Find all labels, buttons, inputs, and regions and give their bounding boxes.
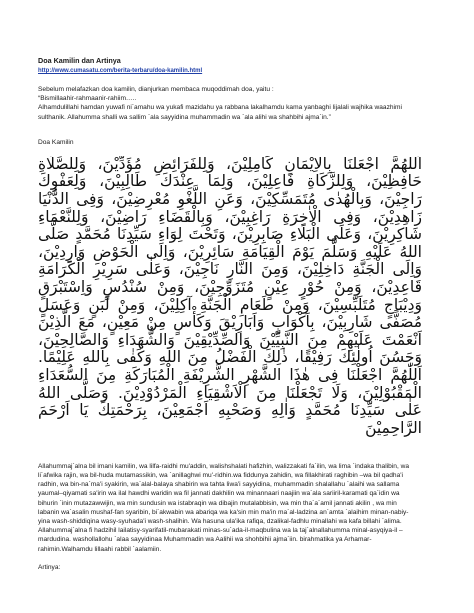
transliteration-text: Allahummaj`alna bil imani kamilin, wa lilfa-raidhi mu'addin, walishshalati hafizhin, walizzakati fa`ilin, wa lima `indaka thalibin, wa li`afwika rajin, wa bil-huda mutamassikin, wa `anillaghwi mu'-ridhin.wa fiddunya zahidin, wa fillakhirati raghibin –wa bil qadha'i radhin, wa bin-na`ma'i syakirin, wa`alal-balaya shabirin wa tahta liwa'i sayyidina, muhammadin shalallahu `alaihi wa sallama yaumal–qiyamati sa'irin wa ilal hawdhi waridin wa fil jannati dakhilin wa minannaari naajiin wa`ala sariiril-karamati qa`idin wa bihurin `inin mutazawwijin, wa min sundusin wa istabraqin wa dibajin mutalabbisin, wa min tha`a`amil jannati akilin , wa min labanin wa`asalin mushaf-fan syaribin, bi`akwabin wa abariqa wa ka'sin min ma'in ma`al-ladzina an`amta `alaihim minan-nabiy-yina wash-shiddiqina wasy-syuhada'i wash-shalihin. Wa hasuna ula'ika rafiqa, dzalikal-fadhlu minallahi wa kafa billahi `alima. Allahummaj`alna fi hadzihil lailatisy-syarifatil-mubarakati minas-su`ada-il-maqbulina wa la taj`alnallahumma minal-asyqiya-il –mardudina. washollallohu `alaa sayyidinaa Muhammadin wa Aalihii wa shohbihii ajma`iin. birahmatika ya Arhamar-rahimin.Walhamdu lillaahi rabbil `aalamiin. [38, 462, 410, 553]
intro-block [38, 85, 416, 122]
section-heading: Doa Kamilin [38, 138, 74, 146]
artinya-label: Artinya: [38, 563, 61, 571]
document-title: Doa Kamilin dan Artinya [38, 56, 121, 65]
intro-line: Alhamdulillahi hamdan yuwafi ni`amahu wa yukafi mazidahu ya rabbana lakalhamdu kama yanbaghi lijalali wajhika waazhimi sulthanik. Allahumma shalli wa sallim `ala sayyidina muhammadin wa `ala alihi wa shahbihi ajma`in.” [38, 104, 402, 121]
intro-line: “Bismillaahir-rahmaanir-rahiim….. [38, 95, 137, 103]
source-link[interactable]: http://www.cumasatu.com/berita-terbaru/doa-kamilin.html [38, 68, 203, 74]
arabic-prayer-text: اَللّٰهُمَّ اجْعَلْنَا بِالْاِيْمَانِ كَامِلِيْنَ، وَلِلْفَرَائِضِ مُؤَدِّيْنَ، وَلِلصَّلَاةِ حَافِظِيْنَ، وَلِلزَّكَاةِ فَاعِلِيْنَ، وَلِمَا عِنْدَكَ طَالِبِيْنَ، وَلِعَفْوِكَ رَاجِيْنَ، وَبِالْهُدٰى مُتَمَسِّكِيْنَ، وَعَنِ اللَّغْوِ مُعْرِضِيْنَ، وَفِى الدُّنْيَا زَاهِدِيْنَ، وَفِى الْاٰخِرَةِ رَاغِبِيْنَ، وَبِالْقَضَاءِ رَاضِيْنَ، وَلِلنَّعْمَاءِ شَاكِرِيْنَ، وَعَلَى الْبَلَاءِ صَابِرِيْنَ، وَتَحْتَ لِوَاءِ سَيِّدِنَا مُحَمَّدٍ صَلَّى اللهُ عَلَيْهِ وَسَلَّمَ يَوْمَ الْقِيَامَةِ سَائِرِيْنَ، وَاِلَى الْحَوْضِ وَارِدِيْنَ، وَاِلَى الْجَنَّةِ دَاخِلِيْنَ، وَمِنَ النَّارِ نَاجِيْنَ، وَعَلٰى سَرِيْرِ الْكَرَامَةِ قَاعِدِيْنَ، وَمِنْ حُوْرٍ عِيْنٍ مُتَزَوِّجِيْنَ، وَمِنْ سُنْدُسٍ وَاِسْتَبْرَقٍ وَدِيْبَاجٍ مُتَلَبِّسِيْنَ، وَمِنْ طَعَامِ الْجَنَّةِ آكِلِيْنَ، وَمِنْ لَبَنٍ وَعَسَلٍ مُصَفًّى شَارِبِيْنَ، بِاَكْوَابٍ وَاَبَارِيْقَ وَكَأْسٍ مِنْ مَعِيْنٍ، مَعَ الَّذِيْنَ اَنْعَمْتَ عَلَيْهِمْ مِنَ النَّبِيِّيْنَ وَالصِّدِّيْقِيْنَ وَالشُّهَدَاءِ وَالصَّالِحِيْنَ، وَحَسُنَ اُولٰئِكَ رَفِيْقًا، ذٰلِكَ الْفَضْلُ مِنَ اللهِ وَكَفٰى بِاللهِ عَلِيْمًا. اَللّٰهُمَّ اجْعَلْنَا فِى هٰذَا الشَّهْرِ الشَّرِيْفَةِ الْمُبَارَكَةِ مِنَ السُّعَدَاءِ الْمَقْبُوْلِيْنَ، وَلَا تَجْعَلْنَا مِنَ الْاَشْقِيَاءِ الْمَرْدُوْدِيْنَ. وَصَلَّى اللهُ عَلٰى سَيِّدِنَا مُحَمَّدٍ وَاٰلِهِ وَصَحْبِهِ اَجْمَعِيْنَ، بِرَحْمَتِكَ يَا اَرْحَمَ الرَّاحِمِيْنَ [38, 155, 422, 437]
intro-line: Sebelum melafazkan doa kamilin, dianjurkan membaca muqoddimah doa, yaitu : [38, 86, 274, 93]
